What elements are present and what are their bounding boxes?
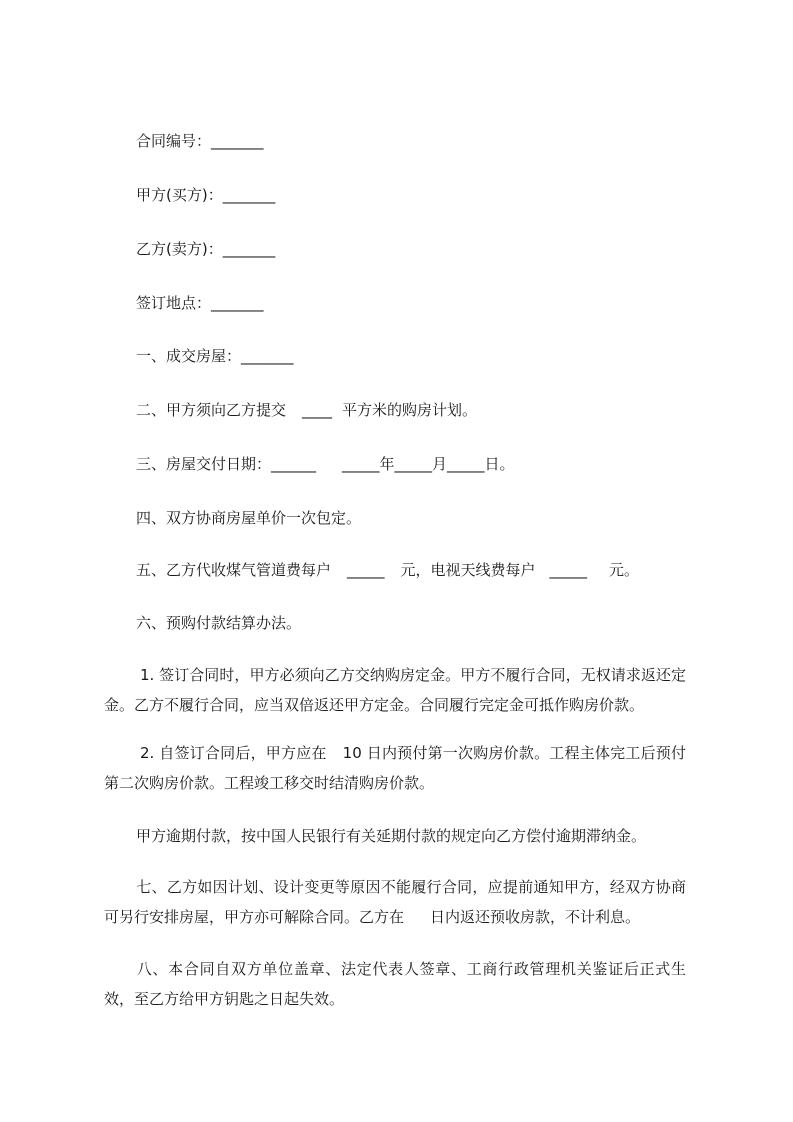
clause-2-text-a: 二、甲方须向乙方提交: [136, 401, 287, 419]
clause-5-blank-1: _____: [347, 561, 385, 579]
clause-5-text-a: 五、乙方代收煤气管道费每户: [136, 561, 332, 579]
clause-1: 一、成交房屋：_______: [136, 347, 294, 365]
payment-item-2-text-b: 10 日内预付第一次购房价款。工程主体完工后预付第二次购房价款。工程竣工移交时结清购房价款。: [104, 744, 686, 792]
payment-item-1-text: 1. 签订合同时，甲方必须向乙方交纳购房定金。甲方不履行合同，无权请求返还定金。乙方不履行合同，应当双倍返还甲方定金。合同履行完定金可抵作购房价款。: [104, 666, 686, 714]
clause-5-text-c: 元。: [609, 561, 640, 579]
clause-3-date: _____年_____月_____日。: [342, 455, 515, 473]
clause-5-text-b: 元，电视天线费每户: [400, 561, 536, 579]
clause-3-text-a: 三、房屋交付日期：______: [136, 455, 317, 473]
clause-7-text-a: 七、乙方如因计划、设计变更等原因不能履行合同，应提前通知甲方，经双方协商可另行安排房屋，甲方亦可解除合同。乙方在: [104, 878, 686, 926]
clause-2-text-b: 平方米的购房计划。: [342, 401, 478, 419]
clause-6: 六、预购付款结算办法。: [136, 614, 302, 632]
signing-place-line: 签订地点：_______: [136, 294, 264, 312]
clause-2: [136, 400, 477, 420]
late-payment-paragraph: 甲方逾期付款，按中国人民银行有关延期付款的规定向乙方偿付逾期滞纳金。: [136, 827, 647, 845]
clause-4: 四、双方协商房屋单价一次包定。: [136, 509, 362, 527]
clause-2-blank: ____: [302, 401, 333, 419]
party-a-line: 甲方(买方)：_______: [136, 186, 276, 204]
clause-7: [104, 872, 686, 932]
clause-7-text-b: 日内返还预收房款，不计利息。: [430, 908, 641, 926]
payment-item-2-text-a: 2. 自签订合同后，甲方应在: [140, 744, 327, 762]
clause-3: [136, 454, 515, 474]
clause-8-text: 八、本合同自双方单位盖章、法定代表人签章、工商行政管理机关鉴证后正式生效，至乙方给甲方钥匙之日起失效。: [104, 960, 686, 1008]
party-b-line: 乙方(卖方)：_______: [136, 240, 276, 258]
payment-item-1: [104, 660, 686, 720]
clause-5: [136, 560, 639, 580]
contract-number-line: 合同编号：_______: [136, 132, 264, 150]
clause-5-blank-2: _____: [549, 561, 588, 579]
clause-8: [104, 954, 686, 1014]
payment-item-2: [104, 738, 686, 798]
